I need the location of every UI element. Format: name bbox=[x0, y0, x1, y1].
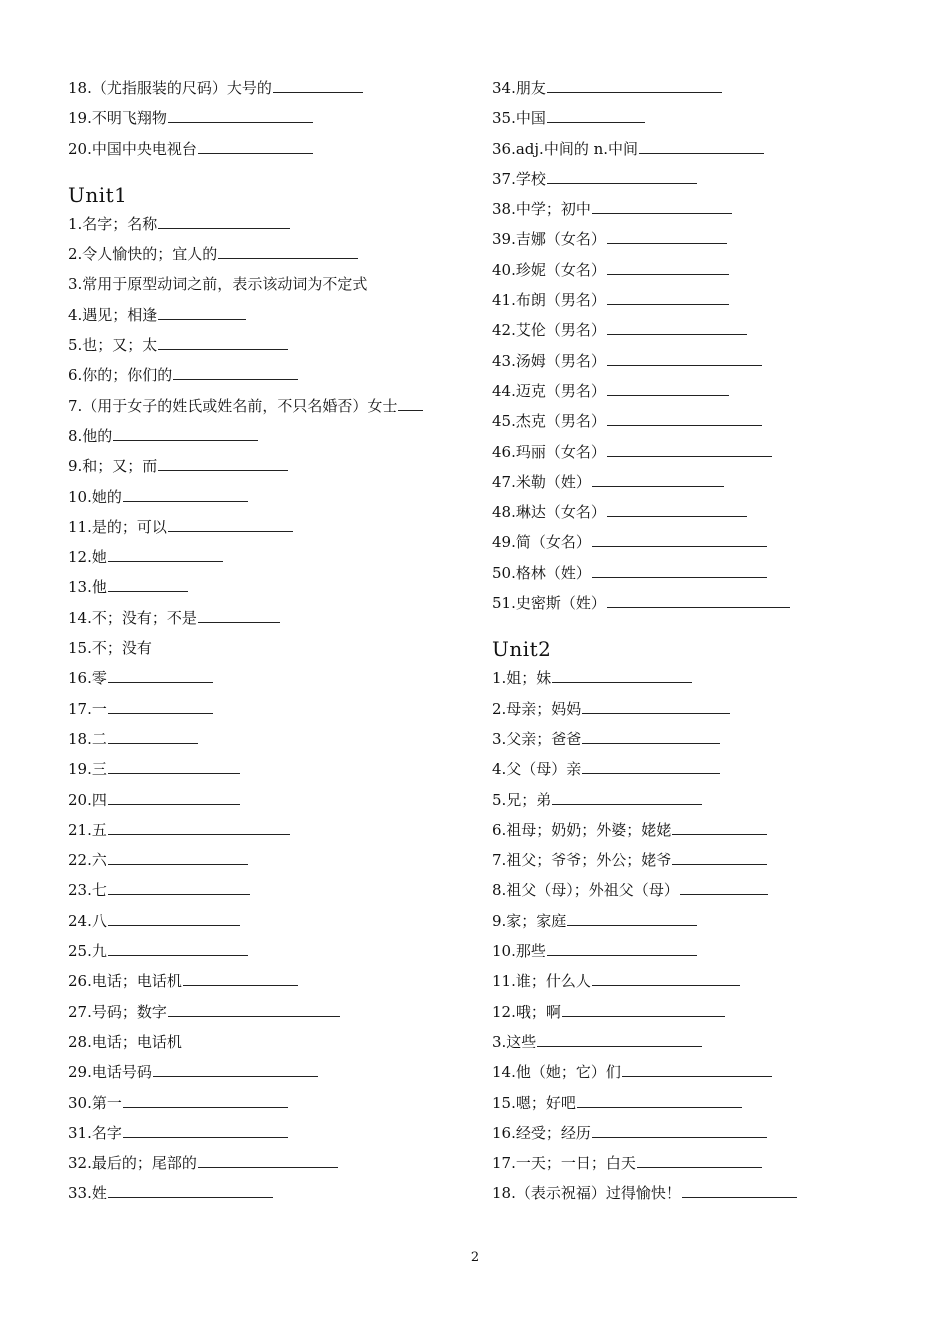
vocab-prompt: 25.九 bbox=[68, 942, 107, 961]
vocab-prompt: 30.第一 bbox=[68, 1093, 122, 1112]
answer-blank[interactable] bbox=[108, 1182, 273, 1198]
vocab-item bbox=[68, 606, 468, 636]
answer-blank[interactable] bbox=[637, 1152, 762, 1168]
vocab-prompt: 3.父亲；爸爸 bbox=[492, 729, 582, 748]
answer-blank[interactable] bbox=[607, 380, 729, 396]
answer-blank[interactable] bbox=[607, 592, 790, 608]
vocab-item bbox=[68, 939, 468, 969]
vocab-prompt: 37.学校 bbox=[492, 169, 546, 188]
vocab-item bbox=[492, 106, 912, 136]
vocab-item bbox=[492, 1030, 912, 1060]
vocab-item bbox=[492, 137, 912, 167]
vocab-item bbox=[492, 757, 912, 787]
answer-blank[interactable] bbox=[682, 1182, 797, 1198]
vocab-prompt: 47.米勒（姓） bbox=[492, 472, 591, 491]
vocab-item bbox=[492, 500, 912, 530]
answer-blank[interactable] bbox=[108, 849, 248, 865]
vocab-prompt: 2.母亲；妈妈 bbox=[492, 699, 582, 718]
vocab-prompt: 43.汤姆（男名） bbox=[492, 351, 606, 370]
vocab-prompt: 7.（用于女子的姓氏或姓名前，不只名婚否）女士 bbox=[68, 396, 398, 415]
vocab-prompt: 23.七 bbox=[68, 881, 107, 900]
vocab-item bbox=[492, 1060, 912, 1090]
answer-blank[interactable] bbox=[607, 441, 772, 457]
vocab-prompt: 4.遇见；相逢 bbox=[68, 305, 158, 324]
answer-blank[interactable] bbox=[108, 940, 248, 956]
answer-blank[interactable] bbox=[607, 259, 729, 275]
answer-blank[interactable] bbox=[592, 198, 732, 214]
answer-blank[interactable] bbox=[113, 425, 258, 441]
answer-blank[interactable] bbox=[607, 350, 762, 366]
answer-blank[interactable] bbox=[108, 819, 290, 835]
vocab-prompt: 42.艾伦（男名） bbox=[492, 321, 606, 340]
answer-blank[interactable] bbox=[672, 819, 767, 835]
answer-blank[interactable] bbox=[108, 576, 188, 592]
vocab-item bbox=[68, 697, 468, 727]
vocab-item bbox=[68, 909, 468, 939]
vocab-item bbox=[492, 409, 912, 439]
vocab-prompt: 19.不明飞翔物 bbox=[68, 109, 167, 128]
right-column bbox=[492, 76, 912, 1212]
vocab-prompt: 19.三 bbox=[68, 760, 107, 779]
vocab-item bbox=[68, 454, 468, 484]
vocab-prompt: 8.祖父（母）；外祖父（母） bbox=[492, 881, 679, 900]
vocab-item bbox=[492, 591, 912, 621]
vocab-prompt: 44.迈克（男名） bbox=[492, 381, 606, 400]
vocab-item bbox=[68, 848, 468, 878]
answer-blank[interactable] bbox=[672, 849, 767, 865]
vocab-item bbox=[492, 288, 912, 318]
vocab-item bbox=[68, 424, 468, 454]
answer-blank[interactable] bbox=[273, 77, 363, 93]
vocab-prompt: 14.不；没有；不是 bbox=[68, 608, 197, 627]
answer-blank[interactable] bbox=[639, 138, 764, 154]
vocab-item bbox=[68, 363, 468, 393]
answer-blank[interactable] bbox=[158, 334, 288, 350]
answer-blank[interactable] bbox=[153, 1061, 318, 1077]
vocab-prompt: 18.（尤指服装的尺码）大号的 bbox=[68, 79, 272, 97]
vocab-prompt: 46.玛丽（女名） bbox=[492, 442, 606, 461]
vocab-item bbox=[492, 878, 912, 908]
answer-blank[interactable] bbox=[123, 486, 248, 502]
vocab-prompt: 20.中国中央电视台 bbox=[68, 139, 197, 158]
answer-blank[interactable] bbox=[592, 471, 724, 487]
vocab-prompt: 21.五 bbox=[68, 820, 107, 839]
vocab-prompt: 6.祖母；奶奶；外婆；姥姥 bbox=[492, 820, 672, 839]
answer-blank[interactable] bbox=[547, 940, 697, 956]
vocab-item bbox=[68, 333, 468, 363]
vocab-prompt: 17.一 bbox=[68, 699, 107, 718]
answer-blank[interactable] bbox=[108, 879, 250, 895]
vocab-prompt: 24.八 bbox=[68, 911, 107, 930]
vocab-prompt: 5.也；又；太 bbox=[68, 336, 158, 355]
vocab-item bbox=[68, 666, 468, 696]
vocab-item bbox=[492, 227, 912, 257]
vocab-prompt: 26.电话；电话机 bbox=[68, 972, 182, 991]
vocab-prompt: 12.她 bbox=[68, 548, 107, 567]
answer-blank[interactable] bbox=[607, 289, 729, 305]
vocab-item bbox=[492, 1181, 912, 1211]
answer-blank[interactable] bbox=[108, 698, 213, 714]
answer-blank[interactable] bbox=[547, 77, 722, 93]
vocab-prompt: 3.常用于原型动词之前，表示该动词为不定式 bbox=[68, 275, 368, 294]
vocab-prompt: 39.吉娜（女名） bbox=[492, 230, 606, 249]
answer-blank[interactable] bbox=[582, 728, 720, 744]
answer-blank[interactable] bbox=[562, 1001, 725, 1017]
vocab-item bbox=[492, 318, 912, 348]
answer-blank[interactable] bbox=[158, 455, 288, 471]
answer-blank[interactable] bbox=[123, 1092, 288, 1108]
vocab-prompt: 1.名字；名称 bbox=[68, 214, 158, 233]
answer-blank[interactable] bbox=[108, 758, 240, 774]
vocab-prompt: 5.兄；弟 bbox=[492, 790, 552, 809]
vocab-prompt: 9.和；又；而 bbox=[68, 457, 158, 476]
vocab-prompt: 48.琳达（女名） bbox=[492, 503, 606, 522]
answer-blank[interactable] bbox=[567, 910, 697, 926]
vocab-item bbox=[68, 76, 468, 106]
vocab-item bbox=[68, 137, 468, 167]
vocab-item bbox=[492, 1091, 912, 1121]
answer-blank[interactable] bbox=[108, 789, 240, 805]
vocab-item bbox=[492, 379, 912, 409]
vocab-item bbox=[492, 349, 912, 379]
answer-blank[interactable] bbox=[592, 970, 740, 986]
vocab-item bbox=[492, 1121, 912, 1151]
vocab-item bbox=[68, 303, 468, 333]
vocab-item bbox=[492, 697, 912, 727]
vocab-item bbox=[68, 242, 468, 272]
vocab-prompt: 16.经受；经历 bbox=[492, 1123, 591, 1142]
vocab-item bbox=[492, 76, 912, 106]
vocab-prompt: 15.不；没有 bbox=[68, 639, 152, 658]
vocab-item bbox=[492, 727, 912, 757]
vocab-item bbox=[492, 470, 912, 500]
vocab-prompt: 8.他的 bbox=[68, 426, 113, 445]
answer-blank[interactable] bbox=[173, 364, 298, 380]
vocab-prompt: 29.电话号码 bbox=[68, 1063, 152, 1082]
answer-blank[interactable] bbox=[552, 789, 702, 805]
vocab-item bbox=[492, 167, 912, 197]
vocab-item bbox=[68, 106, 468, 136]
answer-blank[interactable] bbox=[607, 319, 747, 335]
answer-blank[interactable] bbox=[398, 395, 423, 411]
answer-blank[interactable] bbox=[592, 1122, 767, 1138]
vocab-item bbox=[68, 727, 468, 757]
page-number: 2 bbox=[470, 1250, 480, 1265]
answer-blank[interactable] bbox=[168, 107, 313, 123]
vocab-item bbox=[68, 636, 468, 666]
vocab-prompt: 38.中学；初中 bbox=[492, 200, 591, 219]
vocab-prompt: 36.adj.中间的 n.中间 bbox=[492, 139, 639, 158]
vocab-prompt: 13.他 bbox=[68, 578, 107, 597]
answer-blank[interactable] bbox=[183, 970, 298, 986]
vocab-prompt: 15.嗯；好吧 bbox=[492, 1093, 576, 1112]
answer-blank[interactable] bbox=[547, 168, 697, 184]
vocab-item bbox=[492, 440, 912, 470]
vocab-item bbox=[68, 1000, 468, 1030]
vocab-item bbox=[68, 969, 468, 999]
vocab-item bbox=[68, 788, 468, 818]
answer-blank[interactable] bbox=[168, 1001, 340, 1017]
answer-blank[interactable] bbox=[537, 1031, 702, 1047]
left-column bbox=[68, 76, 468, 1212]
vocab-prompt: 2.令人愉快的；宜人的 bbox=[68, 245, 218, 264]
vocab-prompt: 34.朋友 bbox=[492, 79, 546, 97]
vocab-prompt: 18.（表示祝福）过得愉快！ bbox=[492, 1184, 681, 1203]
vocab-item bbox=[492, 969, 912, 999]
answer-blank[interactable] bbox=[552, 667, 692, 683]
vocab-item bbox=[492, 258, 912, 288]
vocab-item bbox=[492, 818, 912, 848]
vocab-prompt: 4.父（母）亲 bbox=[492, 760, 582, 779]
vocab-item bbox=[68, 878, 468, 908]
vocab-prompt: 50.格林（姓） bbox=[492, 563, 591, 582]
answer-blank[interactable] bbox=[168, 516, 293, 532]
vocab-prompt: 22.六 bbox=[68, 851, 107, 870]
answer-blank[interactable] bbox=[607, 410, 762, 426]
vocab-prompt: 14.他（她；它）们 bbox=[492, 1063, 621, 1082]
answer-blank[interactable] bbox=[547, 107, 645, 123]
vocab-item bbox=[68, 545, 468, 575]
vocab-prompt: 33.姓 bbox=[68, 1184, 107, 1203]
vocab-prompt: 12.哦；啊 bbox=[492, 1002, 561, 1021]
vocab-prompt: 16.零 bbox=[68, 669, 107, 688]
vocab-item bbox=[492, 939, 912, 969]
answer-blank[interactable] bbox=[592, 562, 767, 578]
vocab-item bbox=[68, 515, 468, 545]
vocab-prompt: 20.四 bbox=[68, 790, 107, 809]
vocab-item bbox=[68, 818, 468, 848]
vocab-item bbox=[492, 197, 912, 227]
vocab-prompt: 27.号码；数字 bbox=[68, 1002, 167, 1021]
vocab-prompt: 9.家；家庭 bbox=[492, 911, 567, 930]
answer-blank[interactable] bbox=[108, 910, 240, 926]
answer-blank[interactable] bbox=[158, 213, 290, 229]
vocab-item bbox=[68, 272, 468, 302]
answer-blank[interactable] bbox=[582, 698, 730, 714]
vocab-prompt: 51.史密斯（姓） bbox=[492, 594, 606, 613]
vocab-item bbox=[492, 530, 912, 560]
vocab-prompt: 40.珍妮（女名） bbox=[492, 260, 606, 279]
vocab-item bbox=[68, 394, 468, 424]
unit-heading: Unit2 bbox=[492, 637, 552, 662]
answer-blank[interactable] bbox=[108, 728, 198, 744]
vocab-item bbox=[492, 1151, 912, 1181]
answer-blank[interactable] bbox=[108, 546, 223, 562]
answer-blank[interactable] bbox=[680, 879, 768, 895]
vocab-prompt: 28.电话；电话机 bbox=[68, 1032, 182, 1051]
answer-blank[interactable] bbox=[198, 1152, 338, 1168]
vocab-prompt: 35.中国 bbox=[492, 109, 546, 128]
vocab-prompt: 10.那些 bbox=[492, 942, 546, 961]
unit-heading: Unit1 bbox=[68, 182, 128, 207]
vocab-prompt: 10.她的 bbox=[68, 487, 122, 506]
vocab-item bbox=[68, 1181, 468, 1211]
vocab-item bbox=[492, 848, 912, 878]
answer-blank[interactable] bbox=[198, 138, 313, 154]
answer-blank[interactable] bbox=[607, 501, 747, 517]
answer-blank[interactable] bbox=[198, 607, 280, 623]
vocab-item bbox=[492, 561, 912, 591]
vocab-prompt: 3.这些 bbox=[492, 1032, 537, 1051]
vocab-item bbox=[492, 666, 912, 696]
vocab-item bbox=[68, 757, 468, 787]
answer-blank[interactable] bbox=[123, 1122, 288, 1138]
vocab-item bbox=[68, 1091, 468, 1121]
answer-blank[interactable] bbox=[158, 304, 246, 320]
vocab-item bbox=[68, 212, 468, 242]
answer-blank[interactable] bbox=[592, 531, 767, 547]
vocab-prompt: 41.布朗（男名） bbox=[492, 291, 606, 310]
vocab-item bbox=[68, 1030, 468, 1060]
vocab-prompt: 32.最后的；尾部的 bbox=[68, 1154, 197, 1173]
vocab-prompt: 7.祖父；爷爷；外公；姥爷 bbox=[492, 851, 672, 870]
vocab-prompt: 31.名字 bbox=[68, 1123, 122, 1142]
answer-blank[interactable] bbox=[108, 667, 213, 683]
vocab-prompt: 11.谁；什么人 bbox=[492, 972, 591, 991]
vocab-prompt: 49.简（女名） bbox=[492, 533, 591, 552]
answer-blank[interactable] bbox=[577, 1092, 742, 1108]
vocab-prompt: 18.二 bbox=[68, 729, 107, 748]
vocab-item bbox=[68, 1151, 468, 1181]
vocab-item bbox=[68, 1121, 468, 1151]
vocab-prompt: 17.一天；一日；白天 bbox=[492, 1154, 636, 1173]
vocab-prompt: 1.姐；妹 bbox=[492, 669, 552, 688]
vocab-item bbox=[68, 575, 468, 605]
vocab-prompt: 6.你的；你们的 bbox=[68, 366, 173, 385]
answer-blank[interactable] bbox=[622, 1061, 772, 1077]
answer-blank[interactable] bbox=[218, 243, 358, 259]
vocab-item bbox=[68, 485, 468, 515]
vocab-item bbox=[492, 909, 912, 939]
vocab-item bbox=[68, 1060, 468, 1090]
vocab-item bbox=[492, 1000, 912, 1030]
vocab-prompt: 11.是的；可以 bbox=[68, 517, 167, 536]
answer-blank[interactable] bbox=[607, 228, 727, 244]
vocab-item bbox=[492, 788, 912, 818]
answer-blank[interactable] bbox=[582, 758, 720, 774]
vocab-prompt: 45.杰克（男名） bbox=[492, 412, 606, 431]
